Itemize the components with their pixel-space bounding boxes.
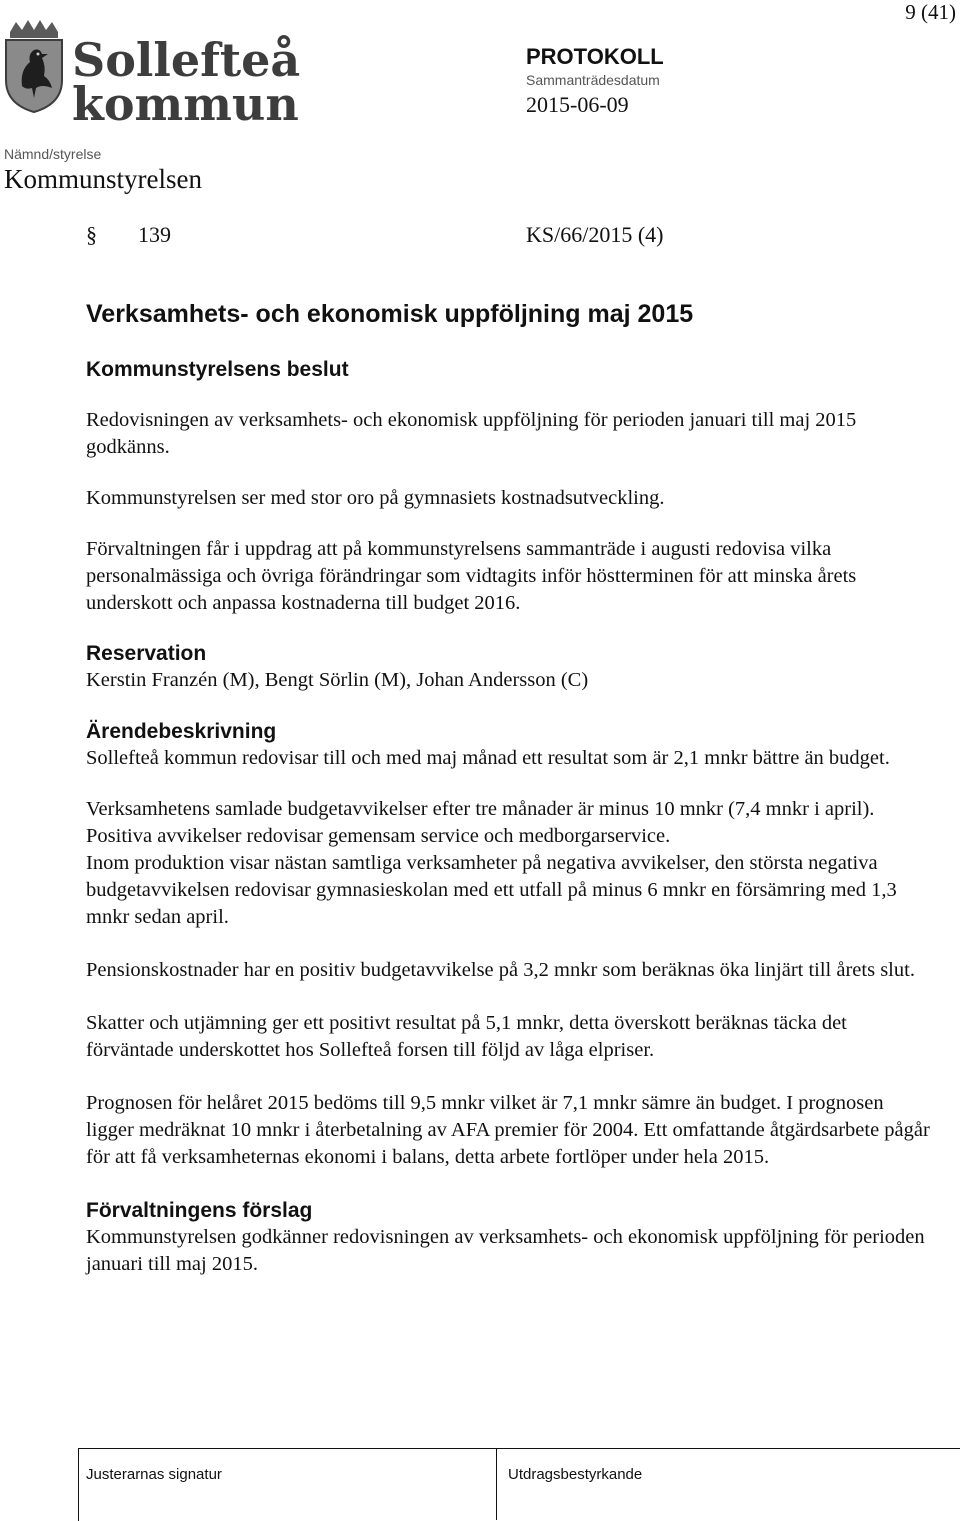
body-label: Nämnd/styrelse [4,146,102,162]
description-paragraph-5: Prognosen för helåret 2015 bedöms till 9,5 mnkr vilket är 7,1 mnkr sämre än budget. I prognosen ligger medräknat 10 mnkr i återbetalning av AFA premier för 2004. Ett omfattande åtgärdsarbete pågår för att få verksamheternas ekonomi i balans, detta arbete fortlöper under hela 2015. [86,1092,930,1168]
paragraph-line [86,222,686,248]
logo-text-line1: Sollefteå [72,33,301,87]
decision-heading: Kommunstyrelsens beslut [86,358,349,381]
extract-certification-label: Utdragsbestyrkande [508,1466,643,1483]
municipality-logo [0,14,301,131]
signature-box [78,1448,960,1521]
description-paragraph-3: Pensionskostnader har en positiv budgetavvikelse på 3,2 mnkr som beräknas öka linjärt till årets slut. [86,959,915,981]
coat-of-arms-icon [2,18,66,114]
reservation-text: Kerstin Franzén (M), Bengt Sörlin (M), Johan Andersson (C) [86,669,589,691]
section-sign: § [86,222,97,247]
adjuster-signature-label: Justerarnas signatur [86,1466,222,1483]
proposal-text: Kommunstyrelsen godkänner redovisningen av verksamhets- och ekonomisk uppföljning för perioden januari till maj 2015. [86,1226,925,1275]
description-paragraph-1: Sollefteå kommun redovisar till och med maj månad ett resultat som är 2,1 mnkr bättre än budget. [86,747,890,769]
page-title: Verksamhets- och ekonomisk uppföljning maj 2015 [86,300,694,328]
signature-divider [496,1448,497,1520]
paragraph-number: 139 [138,222,171,247]
description-paragraph-2b: Inom produktion visar nästan samtliga verksamheter på negativa avvikelser, den största negativa budgetavvikelsen redovisar gymnasieskolan med ett utfall på minus 6 mnkr en försämring med 1,3 mnkr sedan april. [86,852,897,928]
document-type: PROTOKOLL [526,44,664,69]
meeting-date: 2015-06-09 [526,92,629,117]
case-number: KS/66/2015 (4) [526,222,664,247]
meeting-date-label: Sammanträdesdatum [526,72,660,88]
reservation-heading: Reservation [86,642,207,665]
logo-text-line2: kommun [72,77,299,131]
document-body [86,356,936,1278]
description-heading: Ärendebeskrivning [86,720,277,743]
body-name: Kommunstyrelsen [4,164,202,194]
description-paragraph-2a: Verksamhetens samlade budgetavvikelser efter tre månader är minus 10 mnkr (7,4 mnkr i april). Positiva avvikelser redovisar gemensam service och medborgarservice. [86,798,875,847]
decision-paragraph-1: Redovisningen av verksamhets- och ekonomisk uppföljning för perioden januari till maj 2015 godkänns. [86,409,857,458]
description-paragraph-4: Skatter och utjämning ger ett positivt resultat på 5,1 mnkr, detta överskott beräknas täcka det förväntade underskottet hos Sollefteå forsen till följd av låga elpriser. [86,1012,847,1061]
page-number: 9 (41) [905,0,956,24]
proposal-heading: Förvaltningens förslag [86,1199,313,1222]
decision-paragraph-2: Kommunstyrelsen ser med stor oro på gymnasiets kostnadsutveckling. [86,487,665,509]
decision-paragraph-3: Förvaltningen får i uppdrag att på kommunstyrelsens sammanträde i augusti redovisa vilka personalmässiga och övriga förändringar som vidtagits inför höstterminen för att minska årets underskott och anpassa kostnaderna till budget 2016. [86,538,857,614]
